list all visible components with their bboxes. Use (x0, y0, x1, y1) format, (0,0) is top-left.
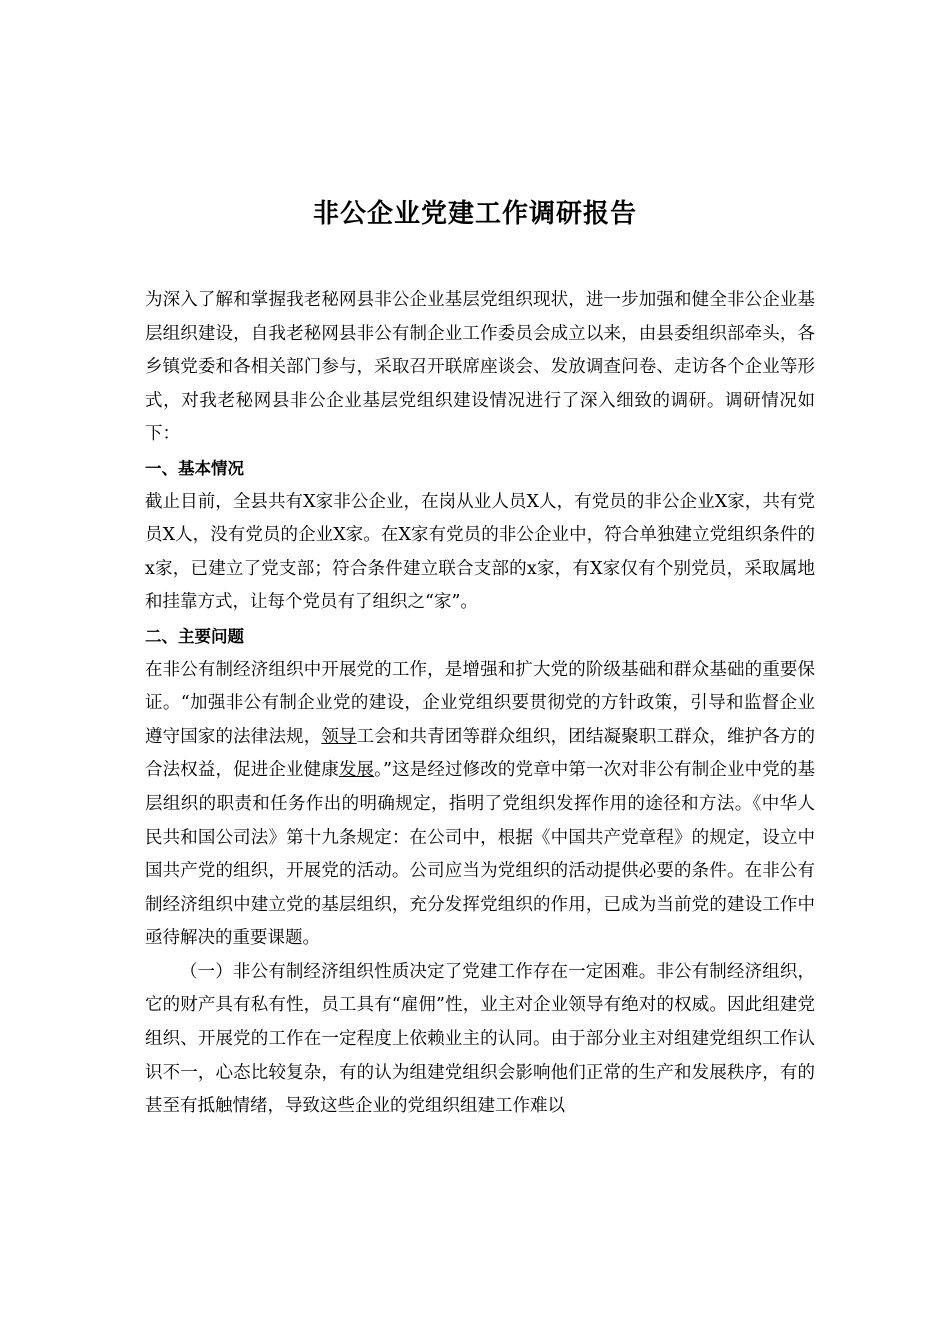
intro-paragraph: 为深入了解和掌握我老秘网县非公企业基层党组织现状，进一步加强和健全非公企业基层组织建设，自我老秘网县非公有制企业工作委员会成立以来，由县委组织部牵头，各乡镇党委和各相关部门参与，采取召开联席座谈会、发放调查问卷、走访各个企业等形式，对我老秘网县非公企业基层党组织建设情况进行了深入细致的调研。调研情况如下： (145, 290, 815, 445)
document-body (145, 284, 815, 1124)
main-problems-paragraph (145, 654, 815, 956)
basic-situation-paragraph: 截止目前，全县共有X家非公企业，在岗从业人员X人，有党员的非公企业X家，共有党员X人，没有党员的企业X家。在X家有党员的非公企业中，符合单独建立党组织条件的x家，已建立了党支部；符合条件建立联合支部的x家，有X家仅有个别党员，采取属地和挂靠方式，让每个党员有了组织之“家”。 (145, 491, 815, 613)
main-problems-text-part1: 在非公有制经济组织中开展党的工作，是增强和扩大党的阶级基础和群众基础的重要保证。“加强非公有制企业党的建设，企业党组织要贯彻党的方针政策，引导和监督企业遵守国家的法律法规， (145, 659, 815, 747)
document-title: 非公企业党建工作调研报告 (312, 199, 637, 229)
main-problems-text-part3: 。”这是经过修改的党章中第一次对非公有制企业中党的基层组织的职责和任务作出的明确规定，指明了党组织发挥作用的途径和方法。《中华人民共和国公司法》第十九条规定：在公司中，根据《中国共产党章程》的规定，设立中国共产党的组织，开展党的活动。公司应当为党组织的活动提供必要的条件。在非公有制经济组织中建立党的基层组织，充分发挥党组织的作用，已成为当前党的建设工作中亟待解决的重要课题。 (145, 760, 816, 949)
subsection-one-paragraph: （一）非公有制经济组织性质决定了党建工作存在一定困难。非公有制经济组织，它的财产具有私有性，员工具有“雇佣”性，业主对企业领导有绝对的权威。因此组建党组织、开展党的工作在一定程度上依赖业主的认同。由于部分业主对组建党组织工作认识不一，心态比较复杂，有的认为组建党组织会影响他们正常的生产和发展秩序，有的甚至有抵触情绪，导致这些企业的党组织组建工作难以 (145, 961, 815, 1117)
leadership-link[interactable]: 领导 (321, 726, 357, 747)
main-problems-text-part2: 工会和共青团等群众组织，团结凝聚职工群众，维护各方的合法权益，促进企业健康 (145, 726, 816, 781)
section-heading-basic-situation: 一、基本情况 (145, 458, 244, 478)
section-heading-main-problems: 二、主要问题 (145, 626, 244, 646)
development-link[interactable]: 发展 (338, 760, 375, 781)
